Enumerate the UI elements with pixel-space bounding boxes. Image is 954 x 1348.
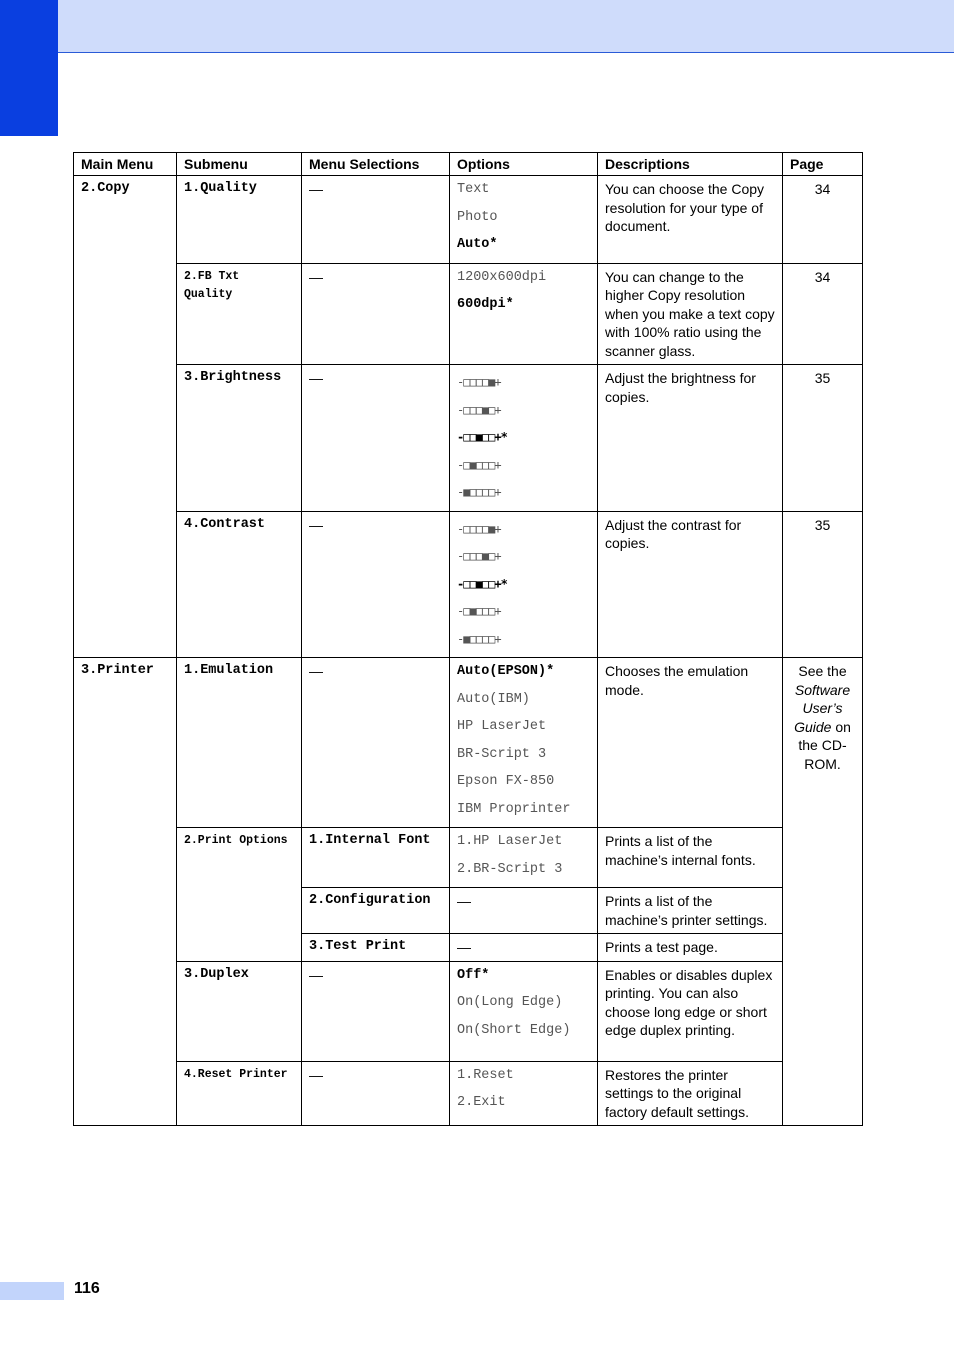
option-item-default: Auto(EPSON)* — [457, 664, 555, 679]
level-bar: -□□□□■+ — [457, 521, 501, 536]
submenu-quality: 1.Quality — [177, 176, 302, 264]
selection-dash: — — [302, 365, 450, 512]
selection-dash: — — [302, 263, 450, 365]
description: You can change to the higher Copy resolution when you make a text copy with 100% ratio using the scanner glass. — [598, 263, 783, 365]
table-row — [74, 961, 863, 1061]
page-ref: 34 — [783, 263, 863, 365]
menu-table — [73, 152, 863, 1126]
table-header-row — [74, 153, 863, 176]
options-cell — [450, 828, 598, 888]
selection-dash: — — [302, 961, 450, 1061]
page-ref-guide: Software User’s Guide — [794, 681, 851, 735]
level-bar-default: -□□■□□+* — [457, 576, 507, 591]
page-ref: 34 — [783, 176, 863, 264]
selection-test-print: 3.Test Print — [302, 934, 450, 962]
selection-dash: — — [450, 934, 598, 962]
options-cell — [450, 176, 598, 264]
header-descriptions: Descriptions — [598, 153, 783, 176]
description: You can choose the Copy resolution for your type of document. — [598, 176, 783, 264]
selection-dash: — — [302, 1061, 450, 1126]
table-row — [74, 365, 863, 512]
option-item: Text — [457, 182, 490, 197]
option-item: Auto(IBM) — [457, 691, 530, 707]
description: Prints a list of the machine’s printer settings. — [598, 888, 783, 934]
options-cell — [450, 658, 598, 828]
option-item: 1200x600dpi — [457, 269, 547, 285]
level-bar: -■□□□□+ — [457, 631, 501, 646]
options-cell — [450, 365, 598, 512]
level-bar: -□■□□□+ — [457, 604, 501, 618]
option-item-default: Off* — [457, 967, 490, 983]
table-row — [74, 1061, 863, 1126]
options-cell — [450, 961, 598, 1061]
table-row — [74, 511, 863, 658]
submenu-brightness: 3.Brightness — [177, 365, 302, 512]
options-cell — [450, 511, 598, 658]
level-bar: -□□□■□+ — [457, 402, 501, 417]
option-item-default: 600dpi* — [457, 297, 514, 312]
option-item: On(Short Edge) — [457, 1022, 571, 1038]
page-ref: 35 — [783, 511, 863, 658]
option-item: On(Long Edge) — [457, 995, 563, 1010]
selection-internal-font: 1.Internal Font — [302, 828, 450, 888]
option-item: IBM Proprinter — [457, 801, 571, 817]
submenu-emulation: 1.Emulation — [177, 658, 302, 828]
level-bar-default: -□□■□□+* — [457, 430, 507, 444]
table-row — [74, 658, 863, 828]
level-bar: -□□□□■+ — [457, 375, 501, 389]
level-bar: -□□□■□+ — [457, 549, 501, 563]
options-cell — [450, 1061, 598, 1126]
option-item-default: Auto* — [457, 237, 498, 252]
selection-dash: — — [302, 511, 450, 658]
submenu-reset-printer: 4.Reset Printer — [177, 1061, 302, 1126]
description: Prints a test page. — [598, 934, 783, 962]
description: Restores the printer settings to the original factory default settings. — [598, 1061, 783, 1126]
header-options: Options — [450, 153, 598, 176]
table-row — [74, 263, 863, 365]
level-bar: -□■□□□+ — [457, 457, 501, 472]
option-item: 1.HP LaserJet — [457, 834, 563, 849]
options-cell — [450, 263, 598, 365]
page-ref-text: on the CD-ROM. — [798, 718, 851, 772]
header-page: Page — [783, 153, 863, 176]
page-ref-text: See the — [798, 663, 847, 679]
header-submenu: Submenu — [177, 153, 302, 176]
main-menu-copy: 2.Copy — [74, 176, 177, 658]
table-row — [74, 828, 863, 888]
page-ref: 35 — [783, 365, 863, 512]
header-menu-selections: Menu Selections — [302, 153, 450, 176]
page-number: 116 — [74, 1280, 100, 1297]
submenu-contrast: 4.Contrast — [177, 511, 302, 658]
option-item: Epson FX-850 — [457, 774, 555, 789]
level-bar: -■□□□□+ — [457, 485, 501, 499]
option-item: 2.BR-Script 3 — [457, 861, 563, 877]
chapter-tab — [0, 0, 58, 136]
description: Prints a list of the machine’s internal fonts. — [598, 828, 783, 888]
option-item: 1.Reset — [457, 1067, 514, 1083]
footer-band — [0, 1282, 64, 1300]
submenu-print-options: 2.Print Options — [177, 828, 302, 962]
description: Adjust the brightness for copies. — [598, 365, 783, 512]
selection-configuration: 2.Configuration — [302, 888, 450, 934]
selection-dash: — — [302, 658, 450, 828]
option-item: HP LaserJet — [457, 719, 547, 734]
option-item: BR-Script 3 — [457, 746, 547, 762]
option-item: Photo — [457, 209, 498, 225]
header-band — [0, 0, 954, 53]
selection-dash: — — [450, 888, 598, 934]
description: Adjust the contrast for copies. — [598, 511, 783, 658]
option-item: 2.Exit — [457, 1095, 506, 1110]
submenu-duplex: 3.Duplex — [177, 961, 302, 1061]
submenu-fb-txt-quality: 2.FB Txt Quality — [177, 263, 302, 365]
selection-dash: — — [302, 176, 450, 264]
header-main-menu: Main Menu — [74, 153, 177, 176]
description: Chooses the emulation mode. — [598, 658, 783, 828]
table-row — [74, 176, 863, 264]
page-ref-printer — [783, 658, 863, 1126]
main-menu-printer: 3.Printer — [74, 658, 177, 1126]
description: Enables or disables duplex printing. You can also choose long edge or short edge duplex printing. — [598, 961, 783, 1061]
